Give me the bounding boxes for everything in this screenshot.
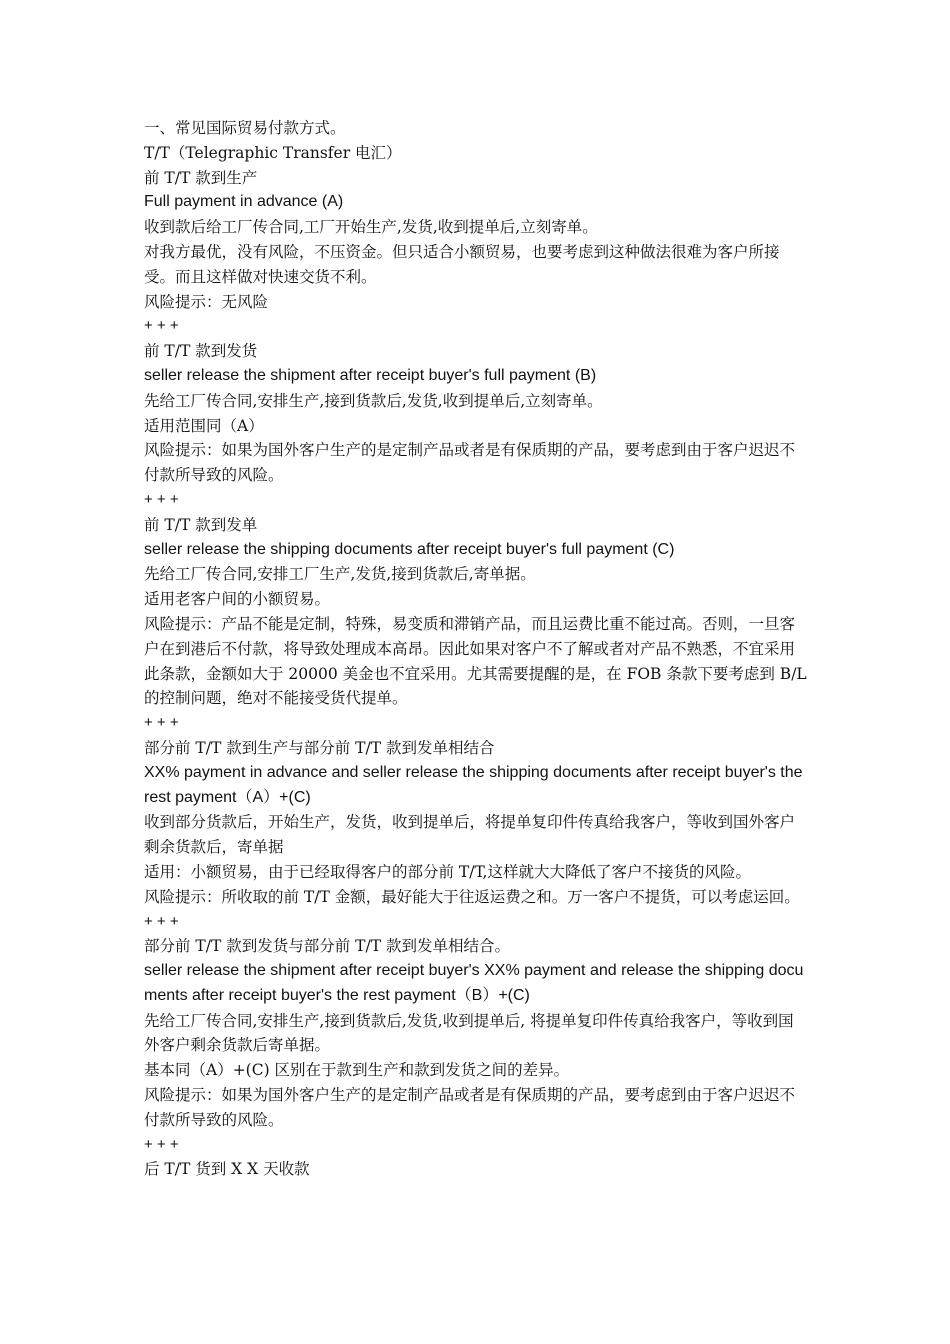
- text-line: 前 T/T 款到生产: [144, 168, 258, 187]
- text-line: 前 T/T 款到发单: [144, 515, 258, 534]
- document-body: [144, 116, 808, 1182]
- section-separator: + + +: [144, 912, 179, 930]
- text-line: 风险提示：如果为国外客户生产的是定制产品或者是有保质期的产品，要考虑到由于客户迟迟不付款所导致的风险。: [144, 1086, 796, 1129]
- text-line: 收到款后给工厂传合同,工厂开始生产,发货,收到提单后,立刻寄单。: [144, 218, 598, 237]
- text-line: 部分前 T/T 款到生产与部分前 T/T 款到发单相结合: [144, 738, 495, 757]
- text-line: 先给工厂传合同,安排生产,接到货款后,发货,收到提单后,立刻寄单。: [144, 391, 603, 410]
- text-line: 风险提示：产品不能是定制，特殊，易变质和滞销产品，而且运费比重不能过高。否则，一旦客户在到港后不付款，将导致处理成本高昂。因此如果对客户不了解或者对产品不熟悉，不宜采用此条款，金额如大于 20000 美金也不宜采用。尤其需要提醒的是，在 FOB 条款下要考虑到 B/L 的控制问题，绝对不能接受货代提单。: [144, 614, 807, 708]
- text-line: 后 T/T 货到 X X 天收款: [144, 1160, 310, 1179]
- text-line: 前 T/T 款到发货: [144, 342, 258, 361]
- text-line: 先给工厂传合同,安排生产,接到货款后,发货,收到提单后, 将提单复印件传真给我客户，等收到国外客户剩余货款后寄单据。: [144, 1011, 794, 1055]
- text-line: 适用范围同（A）: [144, 416, 264, 435]
- section-separator: + + +: [144, 1135, 179, 1153]
- text-line: 风险提示：如果为国外客户生产的是定制产品或者是有保质期的产品，要考虑到由于客户迟迟不付款所导致的风险。: [144, 441, 796, 485]
- text-line: seller release the shipment after receipt buyer's full payment (B): [144, 366, 597, 384]
- text-line: 适用：小额贸易，由于已经取得客户的部分前 T/T,这样就大大降低了客户不接货的风险。: [144, 862, 751, 881]
- text-line: 风险提示：所收取的前 T/T 金额，最好能大于往返运费之和。万一客户不提货，可以考虑运回。: [144, 887, 800, 906]
- section-separator: + + +: [144, 490, 179, 508]
- text-line: 风险提示：无风险: [144, 292, 269, 311]
- text-line: 对我方最优，没有风险，不压资金。但只适合小额贸易，也要考虑到这种做法很难为客户所接受。而且这样做对快速交货不利。: [144, 242, 780, 286]
- text-line: XX% payment in advance and seller release the shipping documents after receipt buyer's the rest payment（A）+(C): [144, 763, 803, 806]
- text-line: 先给工厂传合同,安排工厂生产,发货,接到货款后,寄单据。: [144, 565, 536, 584]
- text-line: 一、常见国际贸易付款方式。: [144, 119, 346, 137]
- text-line: 收到部分货款后，开始生产，发货，收到提单后，将提单复印件传真给我客户，等收到国外客户剩余货款后，寄单据: [144, 813, 796, 857]
- section-separator: + + +: [144, 317, 179, 335]
- text-line: seller release the shipment after receipt buyer's XX% payment and release the shipping documents after receipt buyer's the rest payment（B）+(C): [144, 962, 804, 1004]
- text-line: 基本同（A）+(C) 区别在于款到生产和款到发货之间的差异。: [144, 1061, 570, 1080]
- text-line: T/T（Telegraphic Transfer 电汇）: [144, 143, 402, 162]
- text-line: 适用老客户间的小额贸易。: [144, 590, 331, 609]
- text-line: seller release the shipping documents after receipt buyer's full payment (C): [144, 540, 675, 558]
- text-line: 部分前 T/T 款到发货与部分前 T/T 款到发单相结合。: [144, 937, 511, 956]
- section-separator: + + +: [144, 714, 179, 732]
- text-line: Full payment in advance (A): [144, 193, 344, 211]
